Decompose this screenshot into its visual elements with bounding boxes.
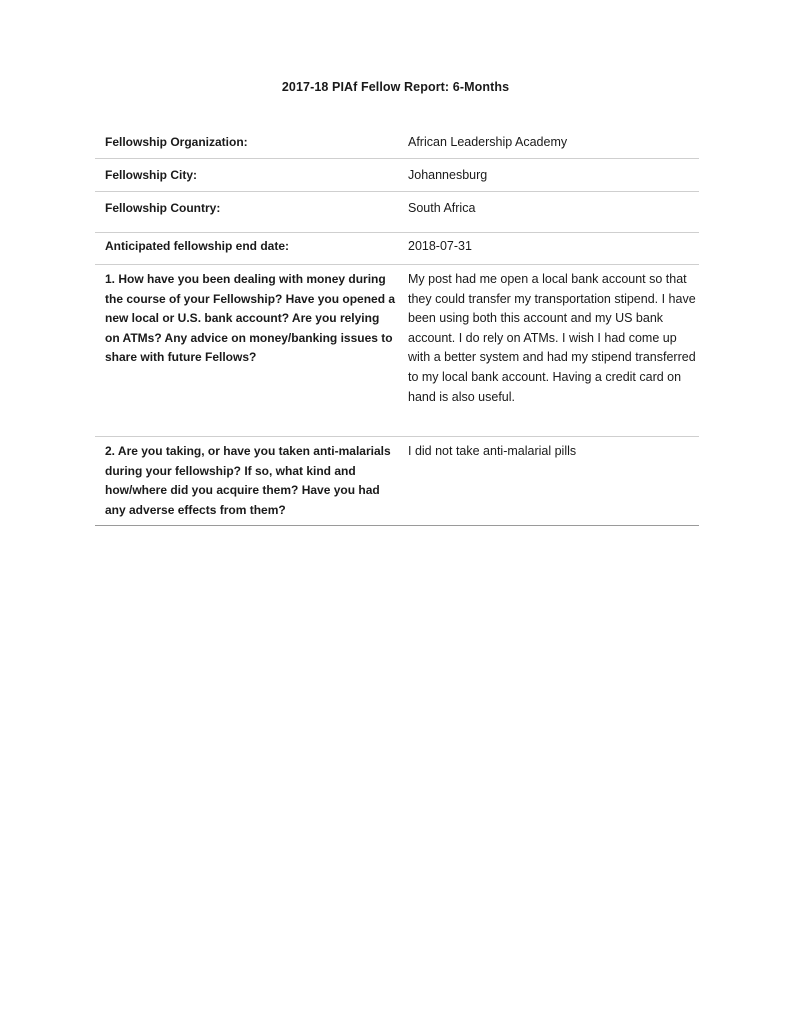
table-row-country — [95, 192, 699, 233]
report-title: 2017-18 PIAf Fellow Report: 6-Months — [281, 80, 510, 94]
table-row-antimalarial-question — [95, 437, 699, 526]
field-value-organization: African Leadership Academy — [408, 135, 568, 149]
table-row-city — [95, 159, 699, 192]
field-value-city: Johannesburg — [408, 168, 488, 182]
answer-banking: My post had me open a local bank account so that they could transfer my transportation stipend. I have been using both this account and my US bank account. I do rely on ATMs. I wish I had come up with a better system and had my stipend transferred to my local bank account. Having a credit card on hand is also useful. — [408, 272, 696, 404]
table-row-organization — [95, 124, 699, 159]
table-row-end-date — [95, 233, 699, 265]
question-banking: 1. How have you been dealing with money during the course of your Fellowship? Have you opened a new local or U.S. bank account? Are you relying on ATMs? Any advice on money/banking issues to share with future Fellows? — [105, 272, 396, 365]
table-row-banking-question — [95, 265, 699, 437]
field-label-end-date: Anticipated fellowship end date: — [105, 239, 290, 253]
field-label-country: Fellowship Country: — [105, 201, 221, 215]
field-value-end-date: 2018-07-31 — [408, 239, 472, 253]
field-value-country: South Africa — [408, 201, 476, 215]
report-table — [95, 124, 699, 526]
field-label-organization: Fellowship Organization: — [105, 135, 248, 149]
field-label-city: Fellowship City: — [105, 168, 198, 182]
answer-antimalarial: I did not take anti-malarial pills — [408, 444, 577, 458]
question-antimalarial: 2. Are you taking, or have you taken anti-malarials during your fellowship? If so, what kind and how/where did you acquire them? Have you had any adverse effects from them? — [105, 444, 391, 517]
